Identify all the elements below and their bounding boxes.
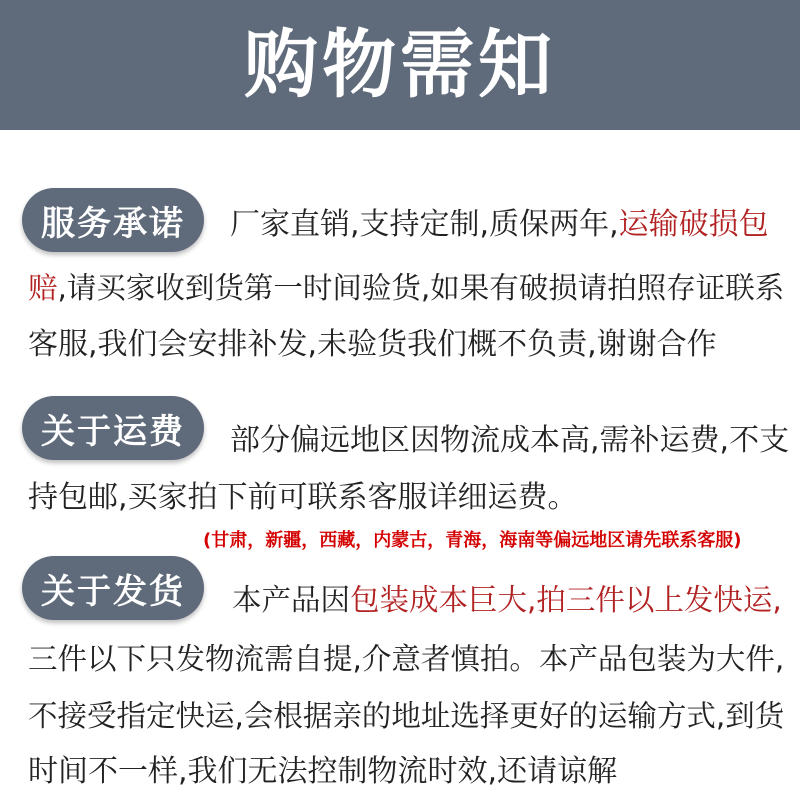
service-text-line1-highlight: 运输破损包 <box>618 207 769 242</box>
service-text-line2-plain: ,请买家收到货第一时间验货,如果有破损请拍照存证联系 <box>57 271 785 305</box>
shipping-fee-text-line1: 部分偏远地区因物流成本高,需补运费,不支 <box>230 423 790 458</box>
service-text-line1-plain: 厂家直销,支持定制,质保两年, <box>230 207 619 242</box>
delivery-text-line1-highlight: 包装成本巨大,拍三件以上发快运, <box>350 583 782 617</box>
service-text-line2-highlight: 赔 <box>28 271 58 305</box>
delivery-label-pill: 关于发货 <box>22 556 204 620</box>
shipping-fee-text-line2: 持包邮,买家拍下前可联系客服详细运费。 <box>28 480 578 515</box>
service-label-pill: 服务承诺 <box>22 188 204 252</box>
service-text-line1 <box>230 205 769 245</box>
delivery-text-line1-plain: 本产品因 <box>232 583 351 617</box>
page-title: 购物需知 <box>244 22 556 108</box>
delivery-text-line3: 不接受指定快运,会根据亲的地址选择更好的运输方式,到货 <box>28 699 785 733</box>
delivery-text-line2: 三件以下只发物流需自提,介意者慎拍。本产品包装为大件, <box>28 642 785 676</box>
service-text-line2 <box>28 268 784 308</box>
delivery-text-line1 <box>232 580 782 620</box>
remote-area-note: (甘肃，新疆，西藏，内蒙古，青海，海南等偏远地区请先联系客服) <box>203 530 742 551</box>
shipping-fee-label-pill: 关于运费 <box>22 396 204 460</box>
delivery-text-line4: 时间不一样,我们无法控制物流时效,还请谅解 <box>28 754 618 789</box>
service-text-line3: 客服,我们会安排补发,未验货我们概不负责,谢谢合作 <box>28 327 717 362</box>
header-banner <box>0 0 800 130</box>
